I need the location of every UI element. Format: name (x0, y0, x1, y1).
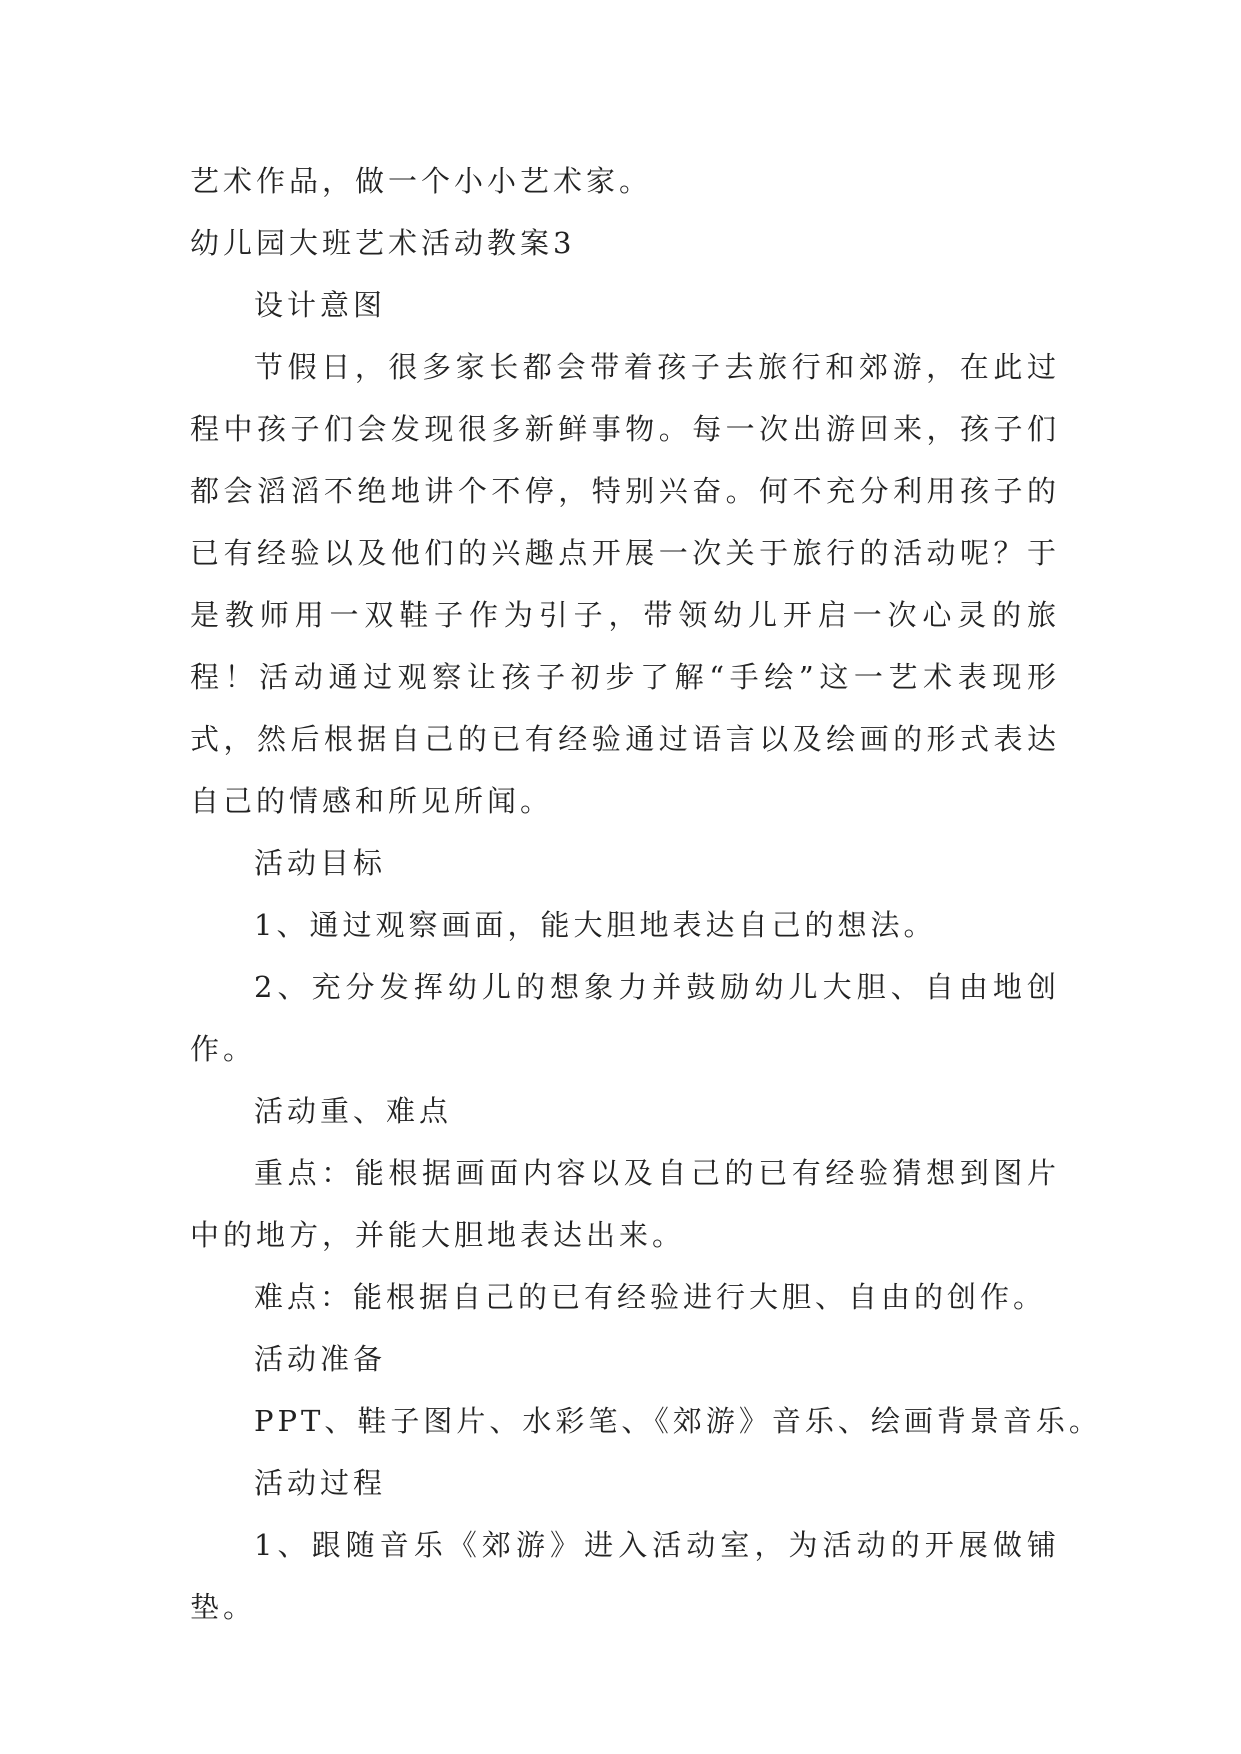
heading-activity-process: 活动过程 (254, 1466, 387, 1500)
difficult-point-paragraph: 难点：能根据自己的已有经验进行大胆、自由的创作。 (254, 1280, 1047, 1314)
continuation-line: 艺术作品，做一个小小艺术家。 (190, 164, 653, 198)
key-point-paragraph: 重点：能根据画面内容以及自己的已有经验猜想到图片中的地方，并能大胆地表达出来。 (190, 1156, 1060, 1252)
prep-materials: PPT、鞋子图片、水彩笔、《郊游》音乐、绘画背景音乐。 (254, 1404, 1102, 1438)
heading-activity-goals: 活动目标 (254, 846, 387, 880)
process-step-1: 1、跟随音乐《郊游》进入活动室，为活动的开展做铺垫。 (190, 1528, 1060, 1624)
design-intent-paragraph: 节假日，很多家长都会带着孩子去旅行和郊游，在此过程中孩子们会发现很多新鲜事物。每一次出游回来，孩子们都会滔滔不绝地讲个不停，特别兴奋。何不充分利用孩子的已有经验以及他们的兴趣点开展一次关于旅行的活动呢？于是教师用一双鞋子作为引子，带领幼儿开启一次心灵的旅程！活动通过观察让孩子初步了解“手绘”这一艺术表现形式，然后根据自己的已有经验通过语言以及绘画的形式表达自己的情感和所见所闻。 (190, 350, 1060, 818)
goal-item-2: 2、充分发挥幼儿的想象力并鼓励幼儿大胆、自由地创作。 (190, 970, 1060, 1066)
lesson-title: 幼儿园大班艺术活动教案3 (190, 226, 576, 260)
heading-design-intent: 设计意图 (254, 288, 387, 322)
goal-item-1: 1、通过观察画面，能大胆地表达自己的想法。 (254, 908, 937, 942)
heading-activity-prep: 活动准备 (254, 1342, 387, 1376)
document-body (190, 150, 1102, 1638)
heading-key-difficult-points: 活动重、难点 (254, 1094, 453, 1128)
